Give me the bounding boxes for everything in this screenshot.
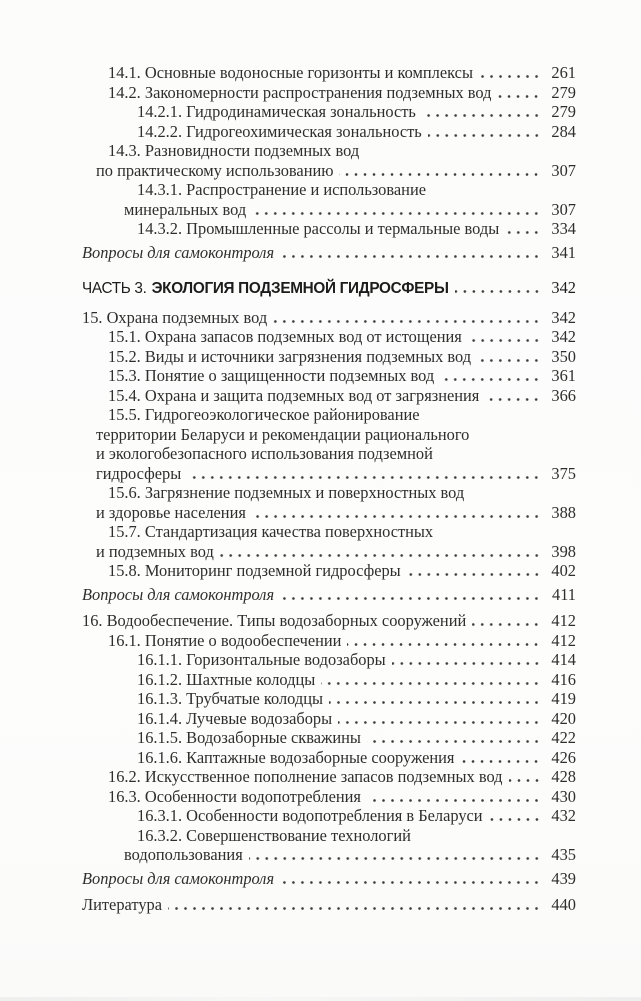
toc-entry <box>108 787 576 807</box>
toc-entry-title: ЭКОЛОГИЯ ПОДЗЕМНОЙ ГИДРОСФЕРЫ <box>151 280 449 297</box>
toc-entry-page: 440 <box>551 895 576 914</box>
toc-entry <box>96 444 576 464</box>
toc-entry-title: 15.4. Охрана и защита подземных вод от загрязнения <box>108 385 480 405</box>
dot-leader <box>347 642 541 647</box>
toc-entry-title: 15.3. Понятие о защищенности подземных вод <box>108 366 435 385</box>
dot-leader <box>321 681 541 686</box>
toc-entry-page: 435 <box>551 845 576 864</box>
toc-entry-page: 341 <box>551 242 576 262</box>
toc-entry-title: 16.1.6. Каптажные водозаборные сооружения <box>137 747 455 767</box>
toc-entry <box>137 689 576 709</box>
toc-entry-title: по практическому использованию <box>96 160 334 180</box>
toc-entry-title: 14.3. Разновидности подземных вод <box>108 141 360 160</box>
dot-leader <box>168 906 541 911</box>
toc-entry-title: 14.2.1. Гидродинамическая зональность <box>137 102 416 121</box>
toc-entry-page: 350 <box>551 346 576 366</box>
toc-entry <box>108 767 576 787</box>
toc-entry <box>82 585 576 605</box>
toc-entry-page: 420 <box>551 708 576 728</box>
toc-entry-title: 15.6. Загрязнение подземных и поверхностных вод <box>108 483 465 502</box>
toc-entry-title: 15.2. Виды и источники загрязнения подземных вод <box>108 346 472 366</box>
toc-entry <box>124 200 576 220</box>
toc-entry-page: 428 <box>551 767 576 786</box>
toc-entry-page: 419 <box>551 689 576 708</box>
dot-leader <box>505 230 541 235</box>
toc-entry <box>108 561 576 581</box>
toc-entry-title: 16.1.5. Водозаборные скважины <box>137 728 361 747</box>
toc-entry-page: 412 <box>551 611 576 630</box>
toc-entry-page: 422 <box>551 728 576 747</box>
dot-leader <box>440 377 541 382</box>
dot-leader <box>485 397 541 402</box>
toc-entry <box>96 503 576 523</box>
toc-entry-page: 426 <box>551 747 576 767</box>
dot-leader <box>249 856 541 861</box>
toc-entry <box>137 748 576 768</box>
toc-entry-page: 307 <box>551 160 576 180</box>
toc-entry-page: 432 <box>551 806 576 825</box>
toc-entry-title: 16.1.3. Трубчатые колодцы <box>137 689 324 708</box>
toc-entry-title: гидросферы <box>96 463 182 483</box>
toc-entry <box>108 327 576 347</box>
toc-entry-page: 334 <box>551 219 576 238</box>
dot-leader <box>460 759 541 764</box>
dot-leader <box>479 74 541 79</box>
toc-entry-page: 279 <box>551 102 576 121</box>
dot-leader <box>392 661 541 666</box>
dot-leader <box>220 553 541 558</box>
toc-entry-page: 279 <box>551 82 576 102</box>
toc-entry <box>108 483 576 503</box>
toc-entry-title: 16.3.2. Совершенствование технологий <box>137 825 411 845</box>
toc-entry-page: 412 <box>551 630 576 650</box>
toc-entry-title: Литература <box>82 895 162 914</box>
dot-leader <box>367 798 541 803</box>
toc-entry <box>124 845 576 865</box>
toc-entry-title: 16. Водообеспечение. Типы водозаборных сооружений <box>82 611 467 630</box>
toc-entry-title: 14.1. Основные водоносные горизонты и комплексы <box>108 63 473 82</box>
toc-entry-page: 414 <box>551 650 576 669</box>
toc-entry-page: 411 <box>552 584 576 604</box>
toc-entry <box>96 425 576 445</box>
dot-leader <box>477 358 541 363</box>
toc-entry-title: 16.3.1. Особенности водопотребления в Беларуси <box>137 806 483 825</box>
toc-entry <box>108 63 576 83</box>
toc-entry <box>108 141 576 161</box>
toc-entry-title: 16.1.4. Лучевые водозаборы <box>137 708 333 728</box>
dot-leader <box>252 211 541 216</box>
toc-entry-page: 398 <box>551 541 576 561</box>
toc-entry <box>137 219 576 239</box>
toc-entry-title: 14.3.1. Распространение и использование <box>137 180 426 199</box>
toc-entry <box>82 895 576 915</box>
dot-leader <box>280 596 541 601</box>
toc-entry <box>137 670 576 690</box>
toc-entry-title: 15. Охрана подземных вод <box>82 307 268 327</box>
toc-entry <box>137 826 576 846</box>
toc-entry <box>82 243 576 263</box>
table-of-contents <box>0 63 641 915</box>
page-edge-shadow <box>0 997 641 1001</box>
dot-leader <box>509 778 541 783</box>
toc-entry-title: 16.1. Понятие о водообеспечении <box>108 630 342 650</box>
toc-entry <box>82 611 576 631</box>
toc-entry-page: 342 <box>551 327 576 346</box>
toc-entry-title: 16.1.2. Шахтные колодцы <box>137 669 316 689</box>
toc-entry <box>137 122 576 142</box>
toc-entry <box>108 83 576 103</box>
toc-entry-page: 430 <box>551 786 576 806</box>
toc-entry <box>82 869 576 889</box>
toc-entry <box>108 631 576 651</box>
toc-entry <box>108 405 576 425</box>
dot-leader <box>187 475 541 480</box>
toc-entry <box>82 278 576 298</box>
toc-entry-page: 388 <box>551 502 576 522</box>
toc-entry <box>96 464 576 484</box>
dot-leader <box>489 817 541 822</box>
toc-entry-title: 15.1. Охрана запасов подземных вод от истощения <box>108 327 462 346</box>
toc-entry-title: 15.8. Мониторинг подземной гидросферы <box>108 561 401 580</box>
toc-entry <box>137 728 576 748</box>
toc-entry <box>137 806 576 826</box>
toc-entry-title: 16.2. Искусственное пополнение запасов подземных вод <box>108 767 503 786</box>
dot-leader <box>472 622 541 627</box>
toc-entry-title: и экологобезопасного использования подземной <box>96 444 433 463</box>
toc-entry-title: водопользования <box>124 845 243 864</box>
toc-entry-title: 14.2.2. Гидрогеохимическая зональность <box>137 121 422 141</box>
toc-entry-title: территории Беларуси и рекомендации рационального <box>96 424 470 444</box>
toc-entry-title: Вопросы для самоконтроля <box>82 242 275 262</box>
toc-entry-title: минеральных вод <box>124 199 247 219</box>
toc-entry-page: 439 <box>551 868 576 888</box>
toc-entry <box>108 366 576 386</box>
toc-entry <box>137 180 576 200</box>
toc-entry-page: 402 <box>551 561 576 580</box>
dot-leader <box>280 880 541 885</box>
toc-entry-title: 16.3. Особенности водопотребления <box>108 786 361 806</box>
dot-leader <box>428 133 541 138</box>
toc-entry-page: 307 <box>551 199 576 219</box>
toc-entry-title: 15.5. Гидрогеоэкологическое районирование <box>108 405 420 424</box>
toc-entry-page: 366 <box>551 385 576 405</box>
toc-entry <box>137 709 576 729</box>
dot-leader <box>455 289 541 294</box>
toc-entry-title: Вопросы для самоконтроля <box>82 584 275 604</box>
toc-entry <box>137 650 576 670</box>
toc-entry <box>108 386 576 406</box>
toc-entry <box>108 522 576 542</box>
toc-entry-title: 14.2. Закономерности распространения подземных вод <box>108 82 492 102</box>
toc-entry <box>137 102 576 122</box>
dot-leader <box>252 514 541 519</box>
toc-entry-page: 361 <box>551 366 576 385</box>
dot-leader <box>273 319 541 324</box>
toc-part-prefix: ЧАСТЬ 3. <box>82 280 147 297</box>
dot-leader <box>280 254 541 259</box>
toc-entry <box>96 161 576 181</box>
dot-leader <box>422 113 541 118</box>
toc-entry-title: и подземных вод <box>96 541 214 561</box>
toc-entry-title: 16.1.1. Горизонтальные водозаборы <box>137 650 386 669</box>
toc-entry-title: Вопросы для самоконтроля <box>82 868 275 888</box>
dot-leader <box>497 94 541 99</box>
dot-leader <box>329 700 541 705</box>
toc-entry-page: 416 <box>551 669 576 689</box>
dot-leader <box>468 338 541 343</box>
toc-entry-page: 284 <box>551 121 576 141</box>
dot-leader <box>338 720 541 725</box>
toc-entry-title: 15.7. Стандартизация качества поверхностных <box>108 522 434 541</box>
toc-entry-page: 342 <box>551 307 576 327</box>
toc-entry <box>108 347 576 367</box>
toc-entry-page: 342 <box>551 278 576 297</box>
dot-leader <box>407 572 541 577</box>
toc-entry-title: 14.3.2. Промышленные рассолы и термальные воды <box>137 219 500 238</box>
toc-entry-page: 261 <box>551 63 576 82</box>
toc-entry <box>96 542 576 562</box>
dot-leader <box>367 739 541 744</box>
toc-entry <box>82 308 576 328</box>
toc-entry-page: 375 <box>551 463 576 483</box>
toc-entry-title: и здоровье населения <box>96 502 246 522</box>
dot-leader <box>339 172 541 177</box>
